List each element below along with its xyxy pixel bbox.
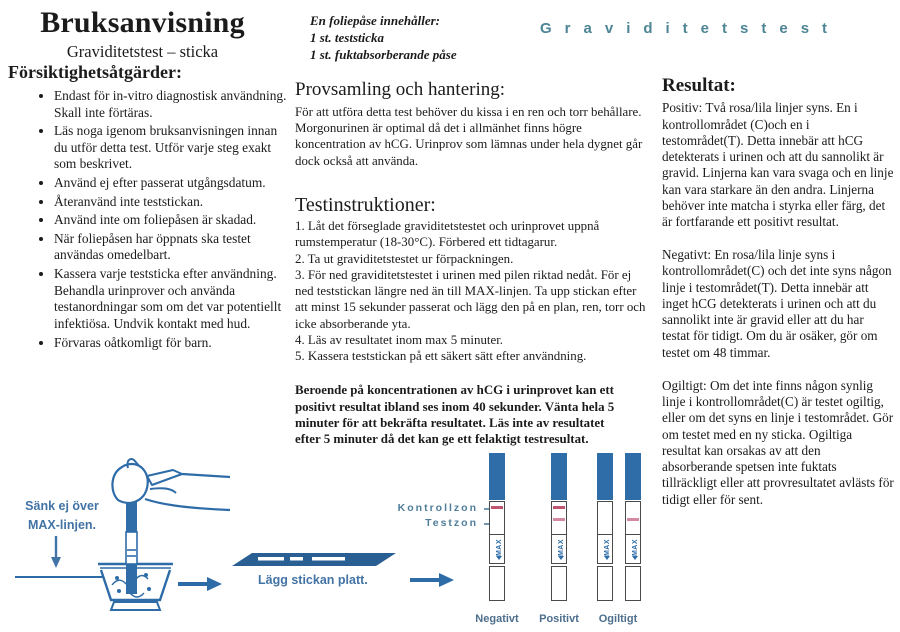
max-label: MAX: [558, 538, 566, 557]
precaution-item: • Förvaras oåtkomligt för barn.: [54, 335, 288, 352]
instruction-step: 4. Läs av resultatet inom max 5 minuter.: [295, 332, 503, 347]
precaution-item: • När foliepåsen har öppnats ska testet användas omedelbart.: [54, 231, 288, 264]
instruction-step: 1. Låt det förseglade graviditetstestet och urinprovet uppnå rumstemperatur (18-30°C). Förbered ett tidtagarur.: [295, 219, 600, 250]
max-label: MAX: [496, 538, 504, 557]
max-arrow-mark: [496, 556, 502, 560]
control-line: [553, 506, 565, 509]
page-subtitle: Graviditetstest – sticka: [66, 42, 219, 61]
flat-stick-illustration: [228, 549, 400, 569]
results-heading: Resultat:: [662, 75, 736, 96]
package-note-line: En foliepåse innehåller:: [310, 13, 441, 28]
package-note-line: 1 st. fuktabsorberande påse: [310, 47, 457, 63]
strip-handle: [597, 453, 613, 500]
brand-wordmark: Graviditetstest: [540, 20, 841, 37]
max-label: MAX: [604, 538, 612, 557]
instruction-step: 2. Ta ut graviditetstestet ur förpackningen.: [295, 251, 514, 266]
arrow-right-icon: [178, 577, 222, 591]
precaution-item: • Återanvänd inte teststickan.: [54, 194, 288, 211]
max-arrow-mark: [604, 556, 610, 560]
test-strip-invalid-blank: [597, 453, 613, 601]
strip-absorbent-tip: [625, 566, 641, 601]
test-instructions-heading: Testinstruktioner:: [295, 193, 436, 216]
dip-note-line: Sänk ej över: [25, 499, 99, 513]
precautions-heading: Försiktighetsåtgärder:: [8, 62, 182, 82]
arrow-right-icon: [410, 573, 454, 587]
max-arrow-mark: [632, 556, 638, 560]
precautions-list: [8, 88, 288, 351]
strip-handle: [625, 453, 641, 500]
timing-warning: Beroende på koncentrationen av hCG i urinprovet kan ett positivt resultat ibland ses inom 40 sekunder. Vänta hela 5 minuter för att bekräfta resultatet. Läs inte av resultatet efter 5 minuter då det kan ge ett felaktigt testresultat.: [295, 383, 615, 447]
strip-max-section: [551, 535, 567, 564]
strip-result-label: Positivt: [539, 613, 579, 625]
sampling-heading: Provsamling och hantering:: [295, 79, 506, 100]
arrow-down-icon: [50, 536, 62, 568]
precaution-item: • Använd ej efter passerat utgångsdatum.: [54, 175, 288, 192]
strip-absorbent-tip: [597, 566, 613, 601]
strip-handle: [489, 453, 505, 500]
flat-note: Lägg stickan platt.: [258, 573, 368, 587]
page-title: Bruksanvisning: [40, 6, 245, 39]
test-line: [627, 518, 639, 521]
instruction-step: 3. För ned graviditetstestet i urinen med pilen riktad nedåt. För ej ned teststickan längre ned än till MAX-linjen. Ta upp stickan efter att minst 15 sekunder passerat och lägg den på en plan, ren, torr och icke absorberande yta.: [295, 267, 646, 331]
precaution-item: • Läs noga igenom bruksanvisningen innan du utför detta test. Utför varje steg exakt som beskrivet.: [54, 123, 288, 173]
strip-result-window: [625, 501, 641, 535]
result-positive-text: Positiv: Två rosa/lila linjer syns. En i kontrollområdet (C)och en i testområdet(T). Detta innebär att hCG detekterats i urinen och att du sannolikt är gravid. Linjerna kan vara svaga och en linje kan vara starkare än den andra. Linjerna behöver inte matcha i styrka eller färg, det är fortfarande ett positivt resultat.: [662, 100, 894, 229]
control-line: [491, 506, 503, 509]
package-note-line: 1 st. teststicka: [310, 30, 385, 46]
test-strip-invalid-testline: [625, 453, 641, 601]
control-zone-label: Kontrollzon: [397, 502, 478, 514]
strip-result-label: Negativt: [475, 613, 519, 625]
strip-max-section: [625, 535, 641, 564]
sampling-body: För att utföra detta test behöver du kissa i en ren och torr behållare. Morgonurinen är optimal då det i allmänhet finns högre koncentration av hCG. Urinprov som lämnas under hela dygnet går dock också att använda.: [295, 104, 643, 168]
dip-test-illustration: [70, 458, 235, 618]
test-strip-positive: [551, 453, 567, 601]
strip-result-label: Ogiltigt: [598, 613, 638, 625]
strip-handle: [551, 453, 567, 500]
result-negative-text: Negativt: En rosa/lila linje syns i kontrollområdet(C) och det inte syns någon linje i testområdet(T). Detta innebär att inget hCG detekterats i urinen och att du sannolikt inte är gravid eller att du har testat för tidigt. Om du är osäker, gör om testet om 48 timmar.: [662, 247, 892, 360]
strip-result-window: [551, 501, 567, 535]
instruction-step: 5. Kassera teststickan på ett säkert sätt efter användning.: [295, 349, 587, 364]
precaution-item: • Endast för in-vitro diagnostisk användning. Skall inte förtäras.: [54, 88, 288, 121]
instructions-section: [295, 78, 651, 447]
strip-max-section: [489, 535, 505, 564]
max-arrow-mark: [558, 556, 564, 560]
precautions-section: [8, 62, 288, 353]
max-label: MAX: [632, 538, 640, 557]
precaution-item: • Kassera varje teststicka efter användning. Behandla urinprover och använda testanordningar som om det var potentiellt infektiösa. Undvik kontakt med hud.: [54, 266, 288, 332]
test-line: [553, 518, 565, 521]
test-strip-negative: [489, 453, 505, 601]
strip-absorbent-tip: [489, 566, 505, 601]
title-block: [25, 6, 260, 62]
strip-result-window: [489, 501, 505, 535]
dip-note-line: MAX-linjen.: [27, 518, 97, 533]
strip-max-section: [597, 535, 613, 564]
result-invalid-text: Ogiltigt: Om det inte finns någon synlig linje i kontrollområdet(C) är testet ogiltig, eller om det syns en linje i testområdet. Gör om testet med en ny sticka. Ogiltiga resultat kan orsakas av att den absorberande spetsen inte fuktats tillräckligt eller att provresultatet avlästs för tidigt eller för sent.: [662, 377, 894, 507]
strip-absorbent-tip: [551, 566, 567, 601]
results-section: [662, 74, 894, 525]
precaution-item: • Använd inte om foliepåsen är skadad.: [54, 212, 288, 229]
test-zone-label: Testzon: [425, 517, 478, 529]
package-contents-note: [310, 12, 540, 63]
strip-result-window: [597, 501, 613, 535]
